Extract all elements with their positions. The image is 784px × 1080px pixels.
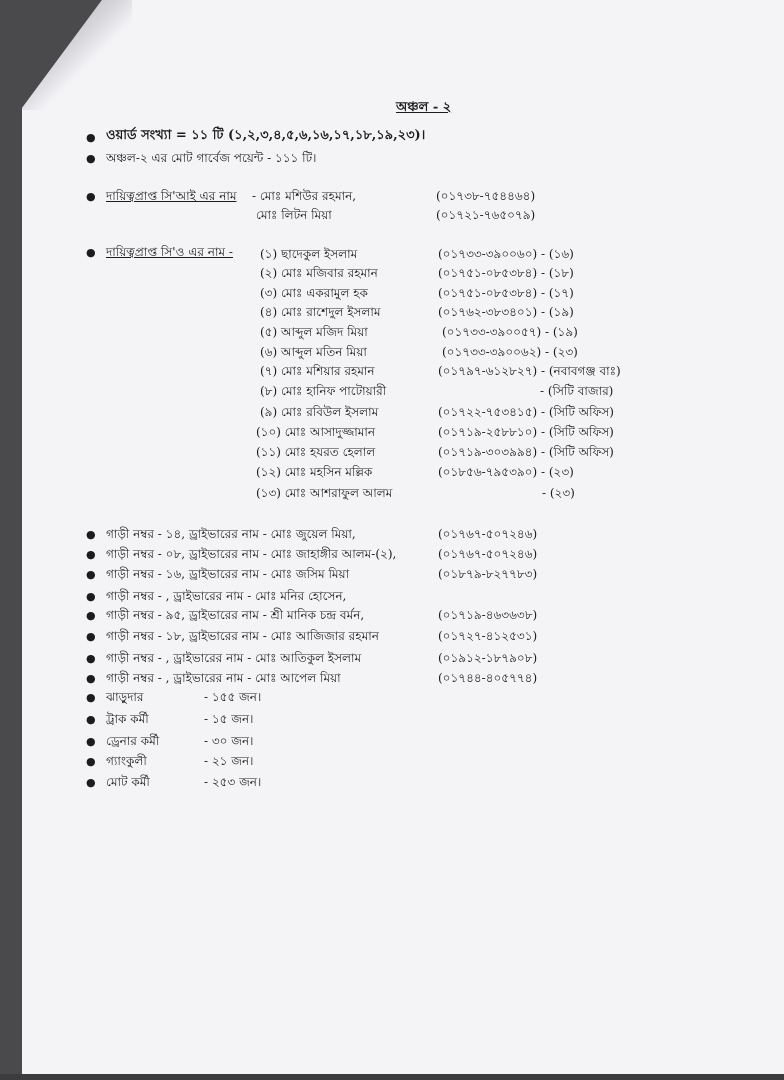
so-name: (৭) মোঃ মশিয়ার রহমান bbox=[260, 364, 375, 378]
ci-name: মোঃ লিটন মিয়া bbox=[256, 208, 332, 222]
ci-phone: (০১৭৩৮-৭৫৪৪৬৪) bbox=[436, 189, 536, 203]
bullet: ● bbox=[86, 672, 96, 685]
so-name: (১১) মোঃ হযরত হেলাল bbox=[256, 445, 376, 459]
so-contact: (০১৭৯৭-৬১২৮২৭) - (নবাবগঞ্জ বাঃ) bbox=[438, 364, 621, 378]
scan-border bbox=[0, 1074, 784, 1080]
vehicle-driver: গাড়ী নম্বর - , ড্রাইভারের নাম - মোঃ মনির হোসেন, bbox=[106, 589, 347, 603]
staff-count: - ১৫ জন। bbox=[204, 712, 254, 726]
ci-name: - মোঃ মশিউর রহমান, bbox=[252, 189, 357, 203]
so-label: দায়িত্বপ্রাপ্ত সি'ও এর নাম - bbox=[106, 245, 233, 259]
bullet: ● bbox=[86, 755, 96, 768]
bullet: ● bbox=[86, 735, 96, 748]
so-name: (১৩) মোঃ আশরাফুল আলম bbox=[256, 486, 393, 500]
vehicle-driver: গাড়ী নম্বর - ০৮, ড্রাইভারের নাম - মোঃ জাহাঙ্গীর আলম-(২), bbox=[106, 547, 397, 561]
bullet: ● bbox=[86, 609, 96, 622]
staff-label: ট্রাক কর্মী bbox=[106, 712, 149, 726]
folded-corner bbox=[22, 0, 132, 110]
bullet: ● bbox=[86, 691, 96, 704]
vehicle-driver: গাড়ী নম্বর - ১৬, ড্রাইভারের নাম - মোঃ জসিম মিয়া bbox=[106, 567, 350, 581]
vehicle-phone: (০১৭৬৭-৫০৭২৪৬) bbox=[438, 527, 538, 541]
vehicle-phone: (০১৭৬৭-৫০৭২৪৬) bbox=[438, 547, 538, 561]
so-name: (৫) আব্দুল মজিদ মিয়া bbox=[260, 325, 368, 339]
staff-count: - ২৫৩ জন। bbox=[204, 775, 262, 789]
so-contact: (০১৭১৯-৩০৩৯৯৪) - (সিটি অফিস) bbox=[438, 445, 614, 459]
so-contact: (০১৭৩৩-৩৯০০৬২) - (২৩) bbox=[442, 345, 578, 359]
bullet: ● bbox=[86, 152, 96, 165]
vehicle-phone: (০১৭৪৪-৪০৫৭৭৪) bbox=[438, 671, 538, 685]
garbage-points: অঞ্চল-২ এর মোট গার্বেজ পয়েন্ট - ১১১ টি। bbox=[106, 151, 317, 165]
bullet: ● bbox=[86, 568, 96, 581]
bullet: ● bbox=[86, 190, 96, 203]
so-contact: (০১৭৫১-০৮৫৩৮৪) - (১৮) bbox=[438, 266, 574, 280]
page-title: অঞ্চল - ২ bbox=[396, 100, 452, 115]
bullet: ● bbox=[86, 246, 96, 259]
so-contact: (০১৭৬২-৩৮৩৪০১) - (১৯) bbox=[438, 305, 574, 319]
staff-label: ঝাড়ুদার bbox=[106, 690, 144, 704]
so-name: (৮) মোঃ হানিফ পাটোয়ারী bbox=[260, 384, 387, 398]
vehicle-driver: গাড়ী নম্বর - ১৮, ড্রাইভারের নাম - মোঃ আজিজার রহমান bbox=[106, 629, 379, 643]
vehicle-phone: (০১৮৭৯-৮২৭৭৮৩) bbox=[438, 567, 538, 581]
bullet: ● bbox=[86, 528, 96, 541]
so-contact: - (২৩) bbox=[542, 486, 575, 500]
so-name: (১) ছাদেকুল ইসলাম bbox=[260, 247, 358, 261]
staff-label: মোট কর্মী bbox=[106, 775, 150, 789]
staff-count: - ১৫৫ জন। bbox=[204, 690, 262, 704]
bullet: ● bbox=[86, 776, 96, 789]
vehicle-driver: গাড়ী নম্বর - , ড্রাইভারের নাম - মোঃ আতিকুল ইসলাম bbox=[106, 651, 362, 665]
so-name: (৩) মোঃ একরামুল হক bbox=[260, 286, 368, 300]
so-name: (১২) মোঃ মহসিন মল্লিক bbox=[256, 465, 373, 479]
staff-count: - ৩০ জন। bbox=[204, 734, 254, 748]
vehicle-phone: (০১৭২৭-৪১২৫৩১) bbox=[438, 629, 538, 643]
so-name: (৯) মোঃ রবিউল ইসলাম bbox=[260, 405, 379, 419]
so-name: (৬) আব্দুল মতিন মিয়া bbox=[260, 345, 367, 359]
ward-count: ওয়ার্ড সংখ্যা = ১১ টি (১,২,৩,৪,৫,৬,১৬,১৭,১৮,১৯,২৩)। bbox=[106, 128, 426, 143]
so-contact: (০১৭১৯-২৫৮৮১০) - (সিটি অফিস) bbox=[438, 425, 614, 439]
staff-label: গ্যাংকুলী bbox=[106, 754, 147, 768]
so-contact: (০১৮৫৬-৭৯৫৩৯০) - (২৩) bbox=[438, 465, 574, 479]
vehicle-driver: গাড়ী নম্বর - ৯৫, ড্রাইভারের নাম - শ্রী মানিক চন্দ্র বর্মন, bbox=[106, 608, 365, 622]
bullet: ● bbox=[86, 590, 96, 603]
so-contact: (০১৭৩৩-৩৯০০৬০) - (১৬) bbox=[438, 247, 574, 261]
so-contact: (০১৭৫১-০৮৫৩৮৪) - (১৭) bbox=[438, 286, 574, 300]
vehicle-driver: গাড়ী নম্বর - ১৪, ড্রাইভারের নাম - মোঃ জুয়েল মিয়া, bbox=[106, 527, 356, 541]
bullet: ● bbox=[86, 548, 96, 561]
so-contact: (০১৭২২-৭৫৩৪১৫) - (সিটি অফিস) bbox=[438, 405, 614, 419]
bullet: ● bbox=[86, 131, 96, 144]
so-name: (২) মোঃ মজিবার রহমান bbox=[260, 266, 378, 280]
bullet: ● bbox=[86, 630, 96, 643]
bullet: ● bbox=[86, 713, 96, 726]
staff-count: - ২১ জন। bbox=[204, 754, 254, 768]
vehicle-phone: (০১৯১২-১৮৭৯০৮) bbox=[438, 651, 538, 665]
ci-phone: (০১৭২১-৭৬৫০৭৯) bbox=[436, 208, 536, 222]
vehicle-phone: (০১৭১৯-৪৬৩৬৩৮) bbox=[438, 608, 538, 622]
staff-label: ড্রেনার কর্মী bbox=[106, 734, 160, 748]
bullet: ● bbox=[86, 652, 96, 665]
ci-label: দায়িত্বপ্রাপ্ত সি'আই এর নাম bbox=[106, 189, 237, 203]
vehicle-driver: গাড়ী নম্বর - , ড্রাইভারের নাম - মোঃ আপেল মিয়া bbox=[106, 671, 341, 685]
so-contact: - (সিটি বাজার) bbox=[540, 384, 614, 398]
so-name: (১০) মোঃ আসাদুজ্জামান bbox=[256, 425, 376, 439]
so-contact: (০১৭৩৩-৩৯০০৫৭) - (১৯) bbox=[442, 325, 578, 339]
so-name: (৪) মোঃ রাশেদুল ইসলাম bbox=[260, 305, 381, 319]
